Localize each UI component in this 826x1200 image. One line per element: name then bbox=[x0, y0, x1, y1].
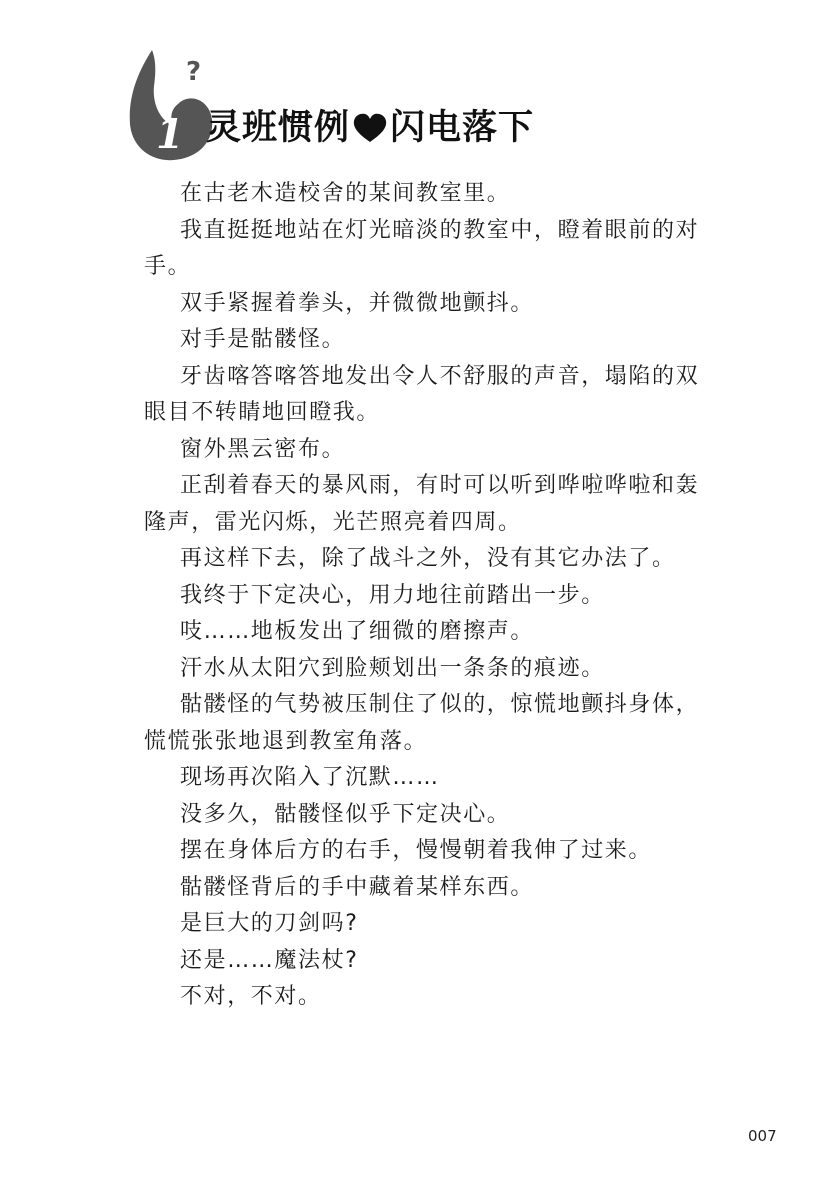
paragraph: 窗外黑云密布。 bbox=[180, 436, 346, 462]
chapter-title bbox=[206, 108, 534, 148]
svg-text:?: ? bbox=[186, 57, 202, 87]
paragraph: 是巨大的刀剑吗? bbox=[180, 911, 359, 936]
paragraph: 正刮着春天的暴风雨，有时可以听到哗啦哗啦和轰隆声，雷光闪烁，光芒照亮着四周。 bbox=[144, 473, 700, 535]
chapter-number: 1 bbox=[156, 111, 184, 158]
paragraph: 吱……地板发出了细微的磨擦声。 bbox=[180, 619, 535, 644]
heart-icon bbox=[353, 113, 387, 143]
paragraph: 我终于下定决心，用力地往前踏出一步。 bbox=[180, 582, 605, 608]
paragraph: 没多久，骷髅怪似乎下定决心。 bbox=[180, 801, 511, 827]
paragraph: 对手是骷髅怪。 bbox=[180, 327, 346, 352]
paragraph: 在古老木造校舍的某间教室里。 bbox=[180, 181, 511, 206]
chapter-header bbox=[126, 44, 566, 164]
paragraph: 不对，不对。 bbox=[180, 984, 322, 1009]
page-number: 007 bbox=[748, 1127, 777, 1145]
body-text bbox=[144, 176, 716, 1016]
paragraph: 现场再次陷入了沉默…… bbox=[180, 765, 440, 790]
paragraph: 摆在身体后方的右手，慢慢朝着我伸了过来。 bbox=[180, 838, 653, 863]
paragraph: 骷髅怪背后的手中藏着某样东西。 bbox=[180, 874, 535, 900]
paragraph: 再这样下去，除了战斗之外，没有其它办法了。 bbox=[180, 546, 676, 571]
paragraph: 牙齿喀答喀答地发出令人不舒服的声音，塌陷的双眼目不转睛地回瞪我。 bbox=[144, 363, 700, 425]
paragraph: 还是……魔法杖? bbox=[180, 947, 359, 973]
paragraph: 汗水从太阳穴到脸颊划出一条条的痕迹。 bbox=[180, 655, 605, 681]
paragraph: 双手紧握着拳头，并微微地颤抖。 bbox=[180, 290, 535, 316]
paragraph: 我直挺挺地站在灯光暗淡的教室中，瞪着眼前的对手。 bbox=[144, 217, 700, 279]
chapter-title-part2: 闪电落下 bbox=[390, 108, 535, 148]
chapter-title-part1: 灵班惯例 bbox=[206, 108, 351, 148]
paragraph: 骷髅怪的气势被压制住了似的，惊慌地颤抖身体，慌慌张张地退到教室角落。 bbox=[144, 692, 700, 754]
